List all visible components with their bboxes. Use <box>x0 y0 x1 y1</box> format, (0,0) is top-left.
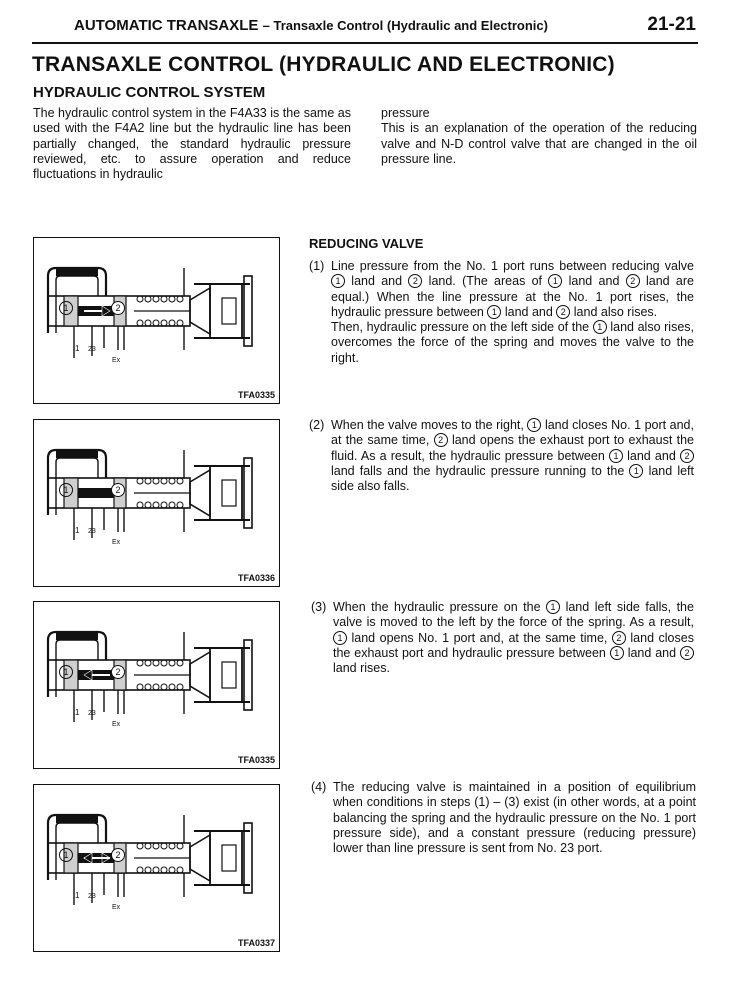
spring-coil <box>145 660 151 666</box>
circled-number-2: 2 <box>111 483 125 497</box>
port-label-23: 23 <box>88 346 96 353</box>
port-label-ex: Ex <box>112 904 121 911</box>
section-subtitle: HYDRAULIC CONTROL SYSTEM <box>33 84 266 101</box>
circled-number-2: 2 <box>612 631 626 645</box>
step-2 <box>309 418 694 494</box>
port-label-ex: Ex <box>112 721 121 728</box>
spring-coil <box>137 320 143 326</box>
spool-stem <box>78 488 114 498</box>
spring-coil <box>161 296 167 302</box>
circled-number-2: 2 <box>626 274 640 288</box>
spring-coil <box>145 296 151 302</box>
spring-coil <box>161 867 167 873</box>
step-3-text: When the hydraulic pressure on the 1 land left side falls, the valve is moved to the left by the force of the spring. As a result, 1 land opens No. 1 port and, at the same time, 2 land closes the exhaust port and hydraulic pressure between 1 land and 2 land rises. <box>333 600 694 676</box>
spring-coil <box>161 660 167 666</box>
spring-coil <box>145 843 151 849</box>
step-1-text-continued: Then, hydraulic pressure on the left side of the 1 land also rises, overcomes the force of the spring and moves the valve to the right. <box>331 320 694 365</box>
step-number: (4) <box>311 780 327 794</box>
circled-number-1: 1 <box>331 274 345 288</box>
header-section: AUTOMATIC TRANSAXLE <box>74 17 259 34</box>
figure-code: TFA0335 <box>237 390 275 400</box>
spring-coil <box>169 502 175 508</box>
control-valve-end <box>244 458 252 528</box>
port-label-ex: Ex <box>112 539 121 546</box>
figure-reducing-valve-1 <box>33 237 280 404</box>
control-valve-core <box>222 662 236 688</box>
feedback-pipe-fill <box>56 450 98 458</box>
circled-number-1: 1 <box>609 449 623 463</box>
spring-coil <box>177 320 183 326</box>
circled-number-2: 2 <box>556 305 570 319</box>
header-rule <box>32 42 698 44</box>
intro-continuation: pressure <box>381 106 430 120</box>
control-valve-core <box>222 298 236 324</box>
spring-coil <box>137 660 143 666</box>
control-valve-body <box>210 831 242 885</box>
circled-number-2: 2 <box>408 274 422 288</box>
spring-coil <box>145 867 151 873</box>
step-number: (1) <box>309 259 325 273</box>
step-3 <box>311 600 694 676</box>
feedback-pipe-fill <box>56 268 98 276</box>
spring-coil <box>137 867 143 873</box>
spring-coil <box>145 320 151 326</box>
control-valve-core <box>222 480 236 506</box>
valve-diagram <box>34 785 279 951</box>
spring-coil <box>153 502 159 508</box>
control-valve-end <box>244 823 252 893</box>
circled-number-1: 1 <box>59 301 73 315</box>
port-label-1: 1 <box>75 708 80 717</box>
step-2-text: When the valve moves to the right, 1 land closes No. 1 port and, at the same time, 2 land opens the exhaust port to exhaust the fluid. As a result, the hydraulic pressure between 1 land and 2 land falls and the hydraulic pressure running to the 1 land left side also falls. <box>331 418 694 494</box>
circled-number-1: 1 <box>487 305 501 319</box>
spring-coil <box>161 843 167 849</box>
circled-number-2: 2 <box>111 301 125 315</box>
header-subsection: – Transaxle Control (Hydraulic and Electronic) <box>262 18 548 33</box>
spring-coil <box>137 296 143 302</box>
circled-number-2: 2 <box>111 665 125 679</box>
step-1 <box>309 259 694 366</box>
circled-number-2: 2 <box>111 848 125 862</box>
intro-paragraph-right <box>381 106 697 167</box>
spring-coil <box>177 843 183 849</box>
running-header <box>74 17 548 34</box>
spring-coil <box>145 478 151 484</box>
spring-coil <box>169 684 175 690</box>
spring-coil <box>169 843 175 849</box>
step-number: (2) <box>309 418 325 432</box>
spring-coil <box>161 320 167 326</box>
circled-number-2: 2 <box>680 646 694 660</box>
spring-coil <box>153 660 159 666</box>
control-valve-cone <box>190 288 210 334</box>
port-label-1: 1 <box>75 526 80 535</box>
spring-coil <box>169 660 175 666</box>
spring-coil <box>153 478 159 484</box>
port-label-1: 1 <box>75 891 80 900</box>
spring-coil <box>169 867 175 873</box>
spring-coil <box>153 296 159 302</box>
spring-coil <box>153 843 159 849</box>
spring-coil <box>153 867 159 873</box>
spring-coil <box>137 502 143 508</box>
spring-coil <box>177 296 183 302</box>
control-valve-cone <box>190 835 210 881</box>
figure-code: TFA0336 <box>237 573 275 583</box>
intro-explanation: This is an explanation of the operation of the reducing valve and N-D control valve that are changed in the oil pressure line. <box>381 121 697 166</box>
figure-reducing-valve-4 <box>33 784 280 952</box>
control-valve-end <box>244 640 252 710</box>
control-valve-end <box>244 276 252 346</box>
spring-coil <box>177 684 183 690</box>
circled-number-1: 1 <box>527 418 541 432</box>
spring-coil <box>145 502 151 508</box>
spring-coil <box>153 320 159 326</box>
control-valve-body <box>210 284 242 338</box>
spring-coil <box>169 296 175 302</box>
control-valve-body <box>210 466 242 520</box>
circled-number-1: 1 <box>593 320 607 334</box>
feedback-pipe-fill <box>56 632 98 640</box>
feedback-pipe-fill <box>56 815 98 823</box>
spring-coil <box>153 684 159 690</box>
spring-coil <box>137 843 143 849</box>
figure-reducing-valve-2 <box>33 419 280 587</box>
port-label-ex: Ex <box>112 357 121 364</box>
circled-number-2: 2 <box>680 449 694 463</box>
circled-number-1: 1 <box>333 631 347 645</box>
step-number: (3) <box>311 600 327 614</box>
control-valve-cone <box>190 470 210 516</box>
spring-coil <box>169 320 175 326</box>
spring-coil <box>177 502 183 508</box>
circled-number-1: 1 <box>59 848 73 862</box>
page-title: TRANSAXLE CONTROL (HYDRAULIC AND ELECTRONIC) <box>32 53 615 76</box>
circled-number-1: 1 <box>546 600 560 614</box>
valve-diagram <box>34 602 279 768</box>
spring-coil <box>137 478 143 484</box>
intro-paragraph-left: The hydraulic control system in the F4A33 is the same as used with the F4A2 line but the hydraulic line has been partially changed, the standard hydraulic pressure reviewed, etc. to assure operation and reduce fluctuations in hydraulic <box>33 106 351 182</box>
spring-coil <box>161 502 167 508</box>
port-label-23: 23 <box>88 893 96 900</box>
control-valve-cone <box>190 652 210 698</box>
spring-coil <box>177 660 183 666</box>
circled-number-1: 1 <box>629 464 643 478</box>
step-4 <box>311 780 696 856</box>
spring-coil <box>145 684 151 690</box>
page-number: 21-21 <box>647 14 696 35</box>
valve-diagram <box>34 420 279 586</box>
spring-coil <box>137 684 143 690</box>
figure-code: TFA0337 <box>237 938 275 948</box>
figure-code: TFA0335 <box>237 755 275 765</box>
circled-number-1: 1 <box>59 665 73 679</box>
port-label-23: 23 <box>88 710 96 717</box>
step-4-text: The reducing valve is maintained in a position of equilibrium when conditions in steps (1) – (3) exist (in other words, at a point balancing the spring and the hydraulic pressure on the No. 1 port pressure side), and a constant pressure (reducing pressure) lower than line pressure is sent from No. 23 port. <box>333 780 696 856</box>
spring-coil <box>169 478 175 484</box>
spring-coil <box>161 684 167 690</box>
port-label-23: 23 <box>88 528 96 535</box>
circled-number-1: 1 <box>610 646 624 660</box>
spring-coil <box>177 478 183 484</box>
reducing-valve-heading: REDUCING VALVE <box>309 236 424 251</box>
control-valve-core <box>222 845 236 871</box>
valve-diagram <box>34 238 279 403</box>
control-valve-body <box>210 648 242 702</box>
circled-number-1: 1 <box>548 274 562 288</box>
circled-number-2: 2 <box>434 433 448 447</box>
figure-reducing-valve-3 <box>33 601 280 769</box>
circled-number-1: 1 <box>59 483 73 497</box>
port-label-1: 1 <box>75 344 80 353</box>
spring-coil <box>177 867 183 873</box>
spring-coil <box>161 478 167 484</box>
step-1-text: Line pressure from the No. 1 port runs between reducing valve 1 land and 2 land. (The areas of 1 land and 2 land are equal.) When the line pressure at the No. 1 port rises, the hydraulic pressure between 1 land and 2 land also rises. <box>331 259 694 319</box>
